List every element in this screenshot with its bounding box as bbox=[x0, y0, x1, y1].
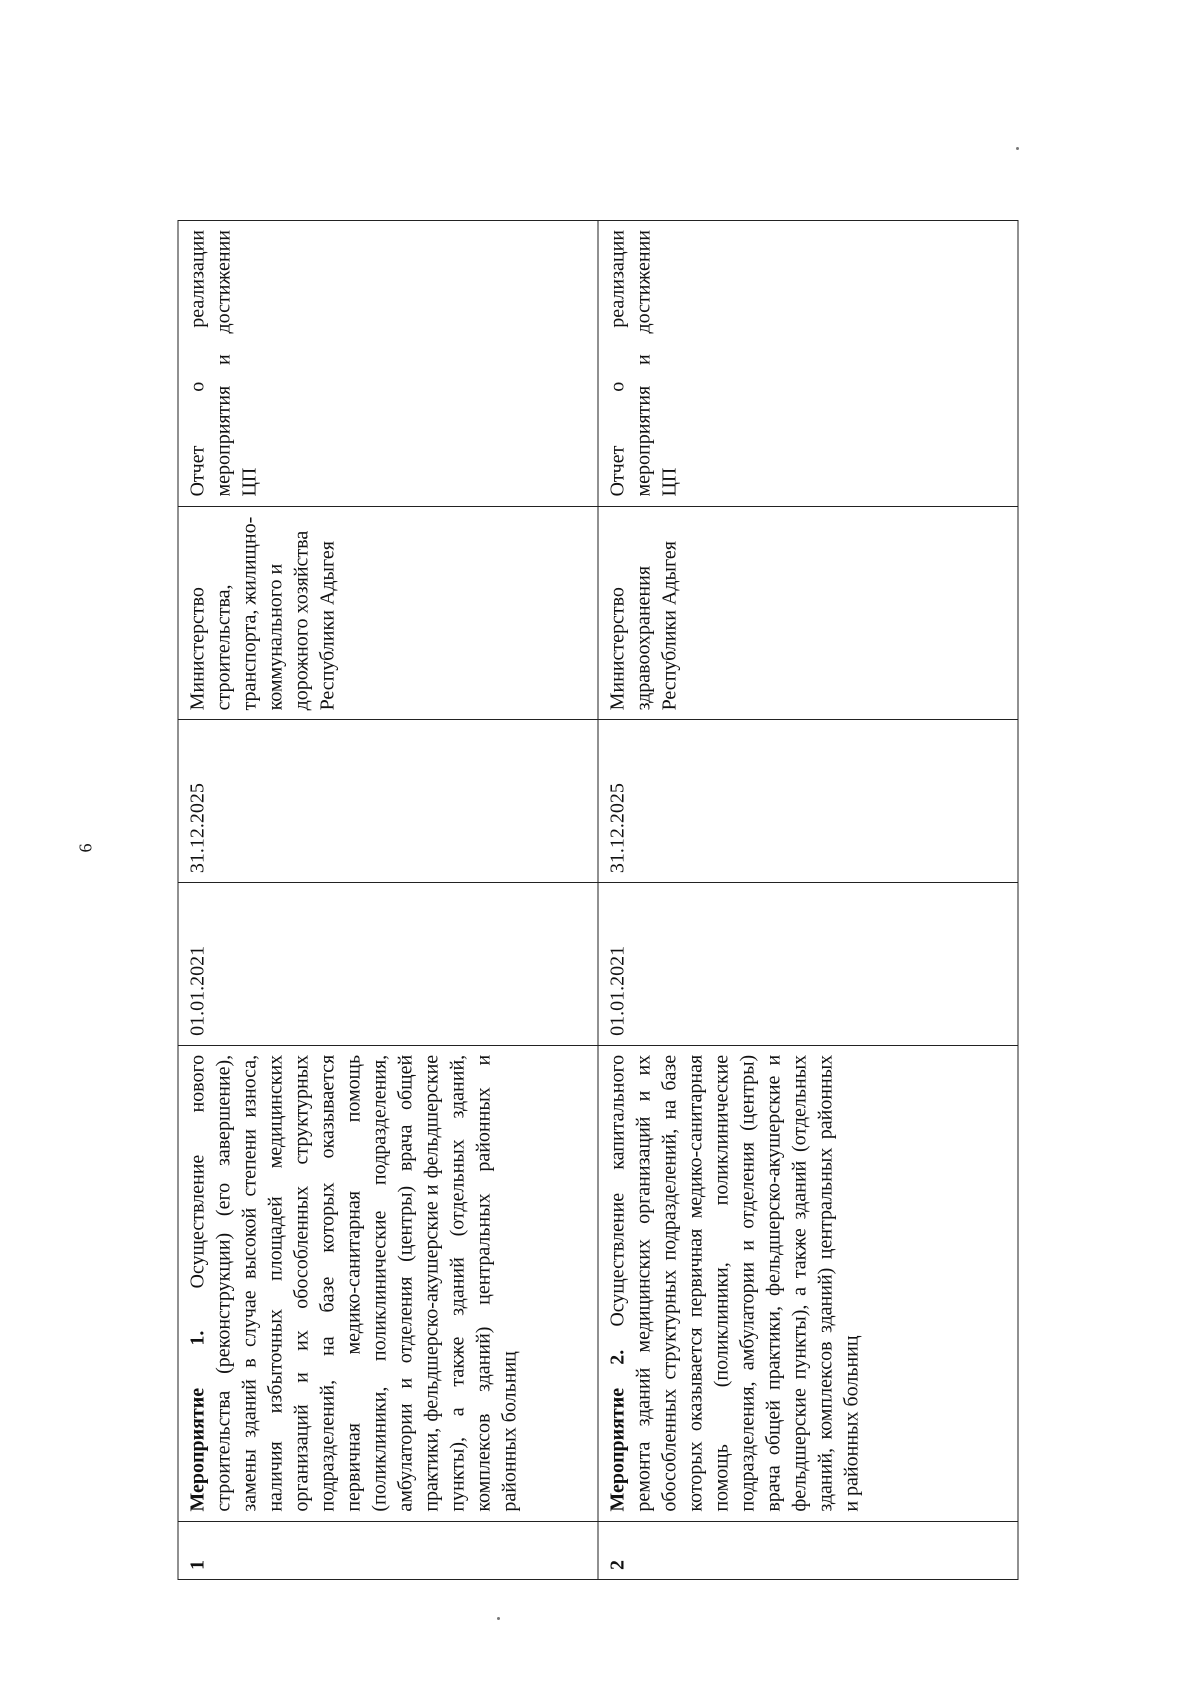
page-number: 6 bbox=[75, 843, 96, 853]
table-row-2 bbox=[598, 221, 1018, 1580]
scan-speck bbox=[497, 1617, 500, 1620]
measure-title: Мероприятие 1. bbox=[186, 1330, 209, 1512]
table-row-1 bbox=[178, 221, 598, 1580]
measure-description bbox=[598, 1045, 1018, 1521]
responsible-executor: Министерство здравоохранения Республики Адыгея bbox=[598, 506, 1018, 720]
start-date: 01.01.2021 bbox=[598, 883, 1018, 1046]
end-date: 31.12.2025 bbox=[178, 720, 598, 883]
measure-text: Осуществление капитального ремонта зданий медицинских организаций и их обособленных структурных подразделений, на базе которых оказывается первичная медико-санитарная помощь (поликлиники, поликлинические подразделения, амбулатории и отделения (центры) врача общей практики, фельдшерско-акушерские и фельдшерские пункты), а также зданий (отдельных зданий, комплексов зданий) центральных районных и районных больниц bbox=[606, 1054, 863, 1512]
expected-result: Отчет о реализации мероприятия и достижении ЦП bbox=[178, 221, 598, 507]
row-number: 2 bbox=[598, 1521, 1018, 1579]
measure-description bbox=[178, 1045, 598, 1521]
measure-text: Осуществление нового строительства (реконструкции) (его завершение), замены зданий в случае высокой степени износа, наличия избыточных площадей медицинских организаций и их обособленных структурных подразделений, на базе которых оказывается первичная медико-санитарная помощь (поликлиники, поликлинические подразделения, амбулатории и отделения (центры) врача общей практики, фельдшерско-акушерские и фельдшерские пункты), а также зданий (отдельных зданий, комплексов зданий) центральных районных и районных больниц bbox=[186, 1054, 521, 1512]
expected-result: Отчет о реализации мероприятия и достижении ЦП bbox=[598, 221, 1018, 507]
responsible-executor: Министерство строительства, транспорта, жилищно-коммунального и дорожного хозяйства Республики Адыгея bbox=[178, 506, 598, 720]
measures-table bbox=[178, 220, 1019, 1580]
measure-title: Мероприятие 2. bbox=[606, 1349, 629, 1512]
row-number: 1 bbox=[178, 1521, 598, 1579]
start-date: 01.01.2021 bbox=[178, 883, 598, 1046]
end-date: 31.12.2025 bbox=[598, 720, 1018, 883]
scan-speck bbox=[1016, 147, 1019, 150]
